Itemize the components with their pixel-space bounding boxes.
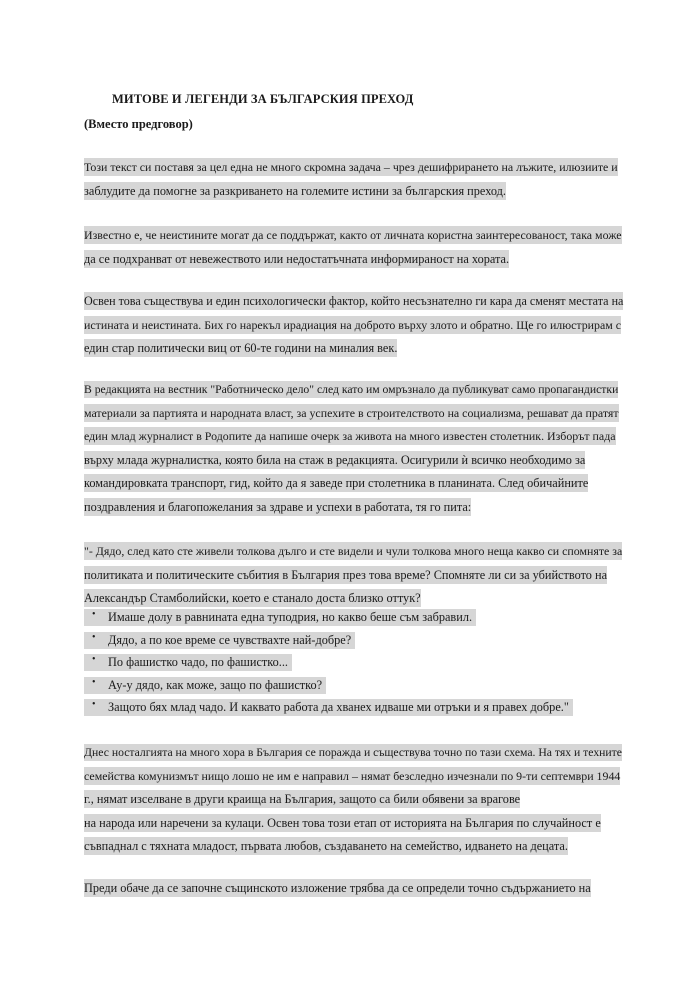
paragraph-line: истината и неистината. Бих го нарекъл ирадиация на доброто върху злото и обратно. Ще го илюстрирам с [84, 317, 622, 332]
paragraph-line: семейства комунизмът нищо лошо не им е направил – нямат безследно изчезнали по 9-ти септември 1944 [84, 768, 621, 783]
list-item-text: Защото бях млад чадо. И каквато работа да хванех идваше ми отръки и я правех добре." [108, 700, 569, 714]
document-subtitle: (Вместо предговор) [84, 117, 193, 131]
list-item-text: Ау-у дядо, как може, защо по фашистко? [108, 677, 323, 692]
paragraph-line: заблудите да помогне за разкриването на големите истини за българския преход. [84, 183, 507, 198]
paragraph [84, 540, 623, 611]
list-item [84, 696, 614, 719]
paragraph [84, 290, 624, 361]
paragraph-line: да се подхранват от невежеството или недостатъчната информираност на хората. [84, 251, 510, 266]
bullet-icon: • [92, 699, 96, 710]
list-item [84, 629, 614, 652]
paragraph-line: материали за партията и народната власт, за успехите в строителството на социализма, решават да пратят [84, 405, 619, 420]
bullet-icon: • [92, 631, 96, 643]
paragraph-line: Преди обаче да се започне същинското изложение трябва да се определи точно съдържанието на [84, 881, 591, 895]
list-item [84, 606, 614, 629]
paragraph-line: върху млада журналистка, която била на стаж в редакцията. Осигурили ѝ всичко необходимо за [84, 452, 586, 467]
paragraph [84, 156, 618, 203]
paragraph-line: съвпаднал с тяхната младост, първата любов, създаването на семейство, идването на децата. [84, 839, 568, 853]
list-item-text: Имаше долу в равнината една туподрия, но какво беше съм забравил. [108, 610, 473, 624]
paragraph-line: на народа или наречени за кулаци. Освен това този етап от историята на България по случайност е [84, 815, 601, 830]
paragraph [84, 378, 619, 519]
paragraph-line: Александър Стамболийски, което е станало доста близко оттук? [84, 591, 421, 605]
bullet-icon: • [92, 676, 96, 688]
list-item-text: По фашистко чадо, по фашистко... [108, 655, 289, 669]
paragraph-line: Известно е, че неистините могат да се поддържат, както от личната користна заинтересованост, така може [84, 228, 622, 242]
paragraph-line: командировката транспорт, гид, който да я заведе при столетника в планината. След обичайните [84, 476, 589, 490]
paragraph-line: Освен това съществува и един психологически фактор, който несъзнателно ги кара да сменят местата на [84, 294, 624, 308]
paragraph-line: един стар политически виц от 60-те години на миналия век. [84, 341, 398, 355]
list-item-text: Дядо, а по кое време се чувствахте най-добре? [108, 632, 352, 647]
paragraph [84, 877, 614, 901]
paragraph [84, 741, 622, 859]
list-item [84, 651, 614, 674]
paragraph-line: г., нямат изселване в други краища на България, защото са били обявени за врагове [84, 792, 521, 806]
paragraph-line: "- Дядо, след като сте живели толкова дълго и сте видели и чули толкова много неща какво си спомняте за [84, 544, 623, 558]
list-item [84, 674, 614, 697]
paragraph [84, 224, 622, 271]
paragraph-line: поздравления и благопожелания за здраве и успехи в работата, тя го пита: [84, 499, 472, 514]
paragraph-line: Днес носталгията на много хора в България се поражда и съществува точно по тази схема. На тях и техните [84, 746, 622, 759]
document-title: МИТОВЕ И ЛЕГЕНДИ ЗА БЪЛГАРСКИЯ ПРЕХОД [112, 92, 414, 106]
bullet-icon: • [92, 609, 96, 620]
paragraph-line: политиката и политическите събития в България през това време? Спомняте ли си за убийството на [84, 567, 608, 582]
paragraph-line: Този текст си поставя за цел една не много скромна задача – чрез дешифрирането на лъжите, илюзиите и [84, 160, 618, 174]
paragraph-line: един млад журналист в Родопите да напише очерк за живота на много известен столетник. Изборът пада [84, 429, 616, 443]
dialogue-list [84, 606, 614, 719]
bullet-icon: • [92, 654, 96, 665]
paragraph-line: В редакцията на вестник "Работническо дело" след като им омръзнало да публикуват само пропагандистки [84, 383, 619, 396]
